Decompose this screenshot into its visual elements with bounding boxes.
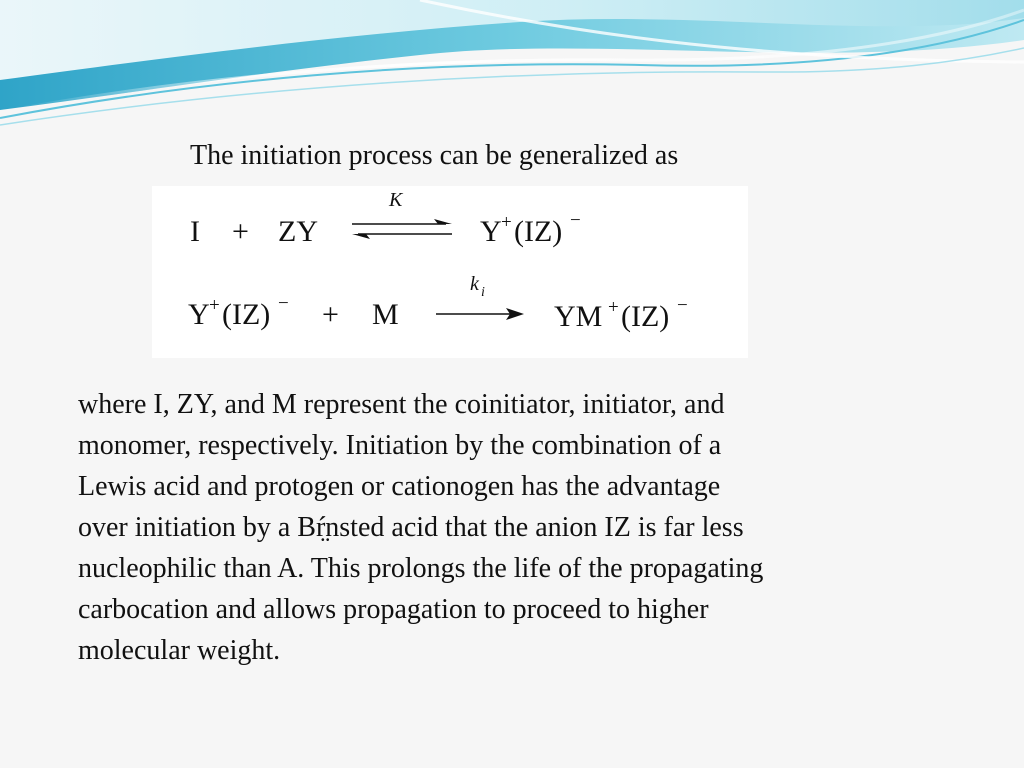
reaction-scheme [152,186,748,358]
equilibrium-arrow [352,219,452,239]
eq1-constant-k: K [389,189,403,211]
body-line: over initiation by a Bŕ̤nsted acid that the anion IZ is far less [78,512,744,543]
forward-arrow [436,308,524,320]
body-line: Lewis acid and protogen or cationogen has the advantage [78,471,721,502]
eq1-product-y-charge: + [501,212,512,233]
equation-1 [190,189,581,248]
eq1-product-iz-charge: − [570,210,581,231]
eq2-product-ym-charge: + [608,297,619,318]
body-line: monomer, respectively. Initiation by the combination of a [78,430,722,461]
eq2-reactant-y-charge: + [209,295,220,316]
header-wave-decoration [0,0,1024,130]
eq2-reactant-y: Y [188,298,210,331]
body-line: nucleophilic than A. This prolongs the life of the propagating [78,553,764,584]
eq1-product-y: Y [480,215,502,248]
eq2-reactant-iz-charge: − [278,293,289,314]
eq2-constant-k: k [470,273,479,295]
body-paragraph [78,384,938,671]
eq2-plus: + [322,298,339,331]
eq2-constant-subscript: i [481,285,485,300]
eq1-reactant-i: I [190,215,200,248]
body-line: molecular weight. [78,635,281,666]
eq1-reactant-zy: ZY [278,215,318,248]
reaction-equations [152,186,748,358]
eq1-plus: + [232,215,249,248]
equation-2 [188,273,688,333]
eq2-product-iz-charge: − [677,295,688,316]
eq1-product-iz: (IZ) [514,215,563,248]
body-line: where I, ZY, and M represent the coinitiator, initiator, and [78,389,725,420]
body-line: carbocation and allows propagation to proceed to higher [78,594,709,625]
eq2-reactant-iz: (IZ) [222,298,271,331]
eq2-product-iz: (IZ) [621,300,670,333]
eq2-monomer-m: M [372,298,399,331]
eq2-product-ym: YM [554,300,603,333]
intro-text: The initiation process can be generalized as [190,140,679,171]
